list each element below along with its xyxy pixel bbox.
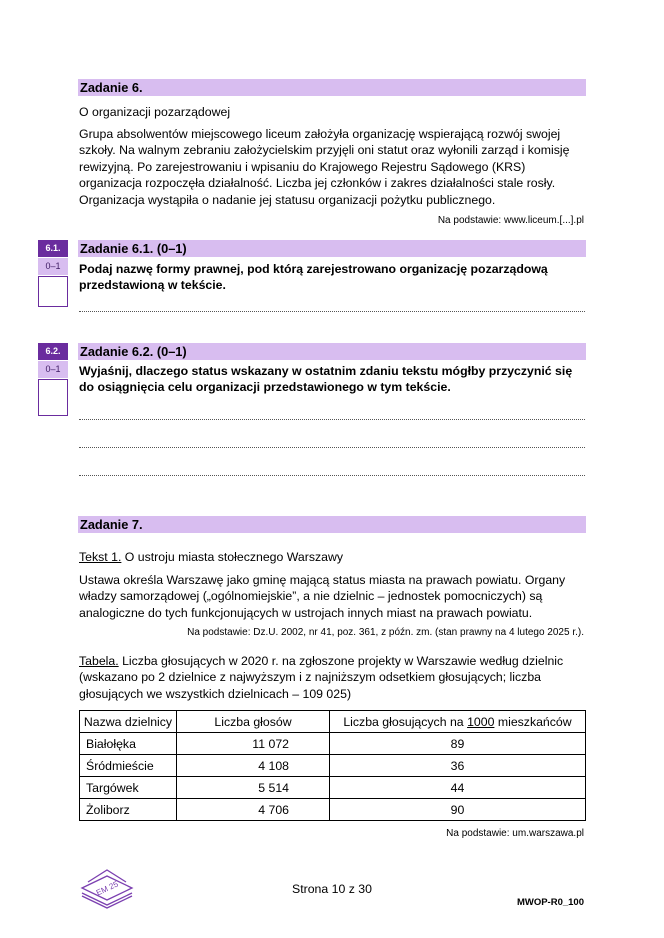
- task-6-title: Zadanie 6.: [80, 80, 143, 95]
- task-6-1-title: Zadanie 6.1. (0–1): [80, 241, 187, 256]
- cell-votes: 11 072: [177, 733, 330, 755]
- task-6-source: Na podstawie: www.liceum.[...].pl: [437, 215, 584, 226]
- text-line: szkoły. Na walnym zebraniu założycielskim przyjęli oni statut oraz wyłonili zarząd i komisję: [79, 143, 570, 158]
- task-6-2-score-box[interactable]: [38, 379, 68, 416]
- task-6-header-bar: [78, 79, 586, 96]
- task-6-1-number-badge: 6.1.: [38, 240, 68, 257]
- task-6-2-points-badge: 0–1: [38, 361, 68, 378]
- answer-line-6-2-c[interactable]: [79, 474, 585, 476]
- text-line: władzy samorządowej („ogólnomiejskie”, a nie dzielnic – jednostek pomocniczych) są: [79, 589, 543, 604]
- table-row: [80, 755, 586, 777]
- cell-district: Białołęka: [80, 733, 177, 755]
- header-district: Nazwa dzielnicy: [80, 711, 177, 733]
- header-text-1000: 1000: [467, 714, 495, 729]
- text-1-title: O ustroju miasta stołecznego Warszawy: [121, 550, 344, 564]
- text-1-source: Na podstawie: Dz.U. 2002, nr 41, poz. 361, z późn. zm. (stan prawny na 4 lutego 2025 r.).: [187, 627, 584, 638]
- task-6-text: [79, 126, 585, 208]
- page-number: Strona 10 z 30: [292, 882, 372, 896]
- table-row: [80, 799, 586, 821]
- question-line: Wyjaśnij, dlaczego status wskazany w ostatnim zdaniu tekstu mógłby przyczynić się: [79, 364, 573, 378]
- districts-table: [79, 710, 586, 821]
- cell-district: Targówek: [80, 777, 177, 799]
- answer-line-6-2-a[interactable]: [79, 418, 585, 420]
- task-7-header-bar: [78, 516, 586, 533]
- table-source: Na podstawie: um.warszawa.pl: [446, 828, 584, 839]
- table-label: Tabela.: [79, 654, 119, 668]
- question-line: przedstawioną w tekście.: [79, 278, 226, 293]
- table-caption-line: (wskazano po 2 dzielnice z najwyższym i z najniższym odsetkiem głosujących; liczba: [79, 670, 541, 685]
- task-6-1-score-box[interactable]: [38, 276, 68, 307]
- header-text: Liczba głosujących na: [343, 714, 468, 729]
- task-6-1-question: [79, 261, 585, 294]
- cell-per-1000: 89: [330, 733, 586, 755]
- text-line: Grupa absolwentów miejscowego liceum założyła organizację wspierającą rozwój swojej: [79, 127, 561, 141]
- task-6-2-header-bar: [78, 343, 586, 360]
- task-6-1-header-bar: [78, 240, 586, 257]
- table-row: [80, 777, 586, 799]
- table-header-row: [80, 711, 586, 733]
- answer-line-6-2-b[interactable]: [79, 446, 585, 448]
- task-6-2-title: Zadanie 6.2. (0–1): [80, 344, 187, 359]
- text-line: Organizacja wystąpiła o nadanie jej statusu organizacji pożytku publicznego.: [79, 192, 496, 207]
- cell-district: Żoliborz: [80, 799, 177, 821]
- task-6-heading: O organizacji pozarządowej: [79, 105, 231, 119]
- header-voters-per-1000: [330, 711, 586, 733]
- header-text: mieszkańców: [494, 714, 572, 729]
- question-line: do osiągnięcia celu organizacji przedstawionego w tym tekście.: [79, 380, 451, 395]
- text-line: organizacja rozpoczęła działalność. Liczba jej członków i zakres działalności stale rosły.: [79, 176, 556, 191]
- cell-per-1000: 44: [330, 777, 586, 799]
- cell-district: Śródmieście: [80, 755, 177, 777]
- logo-text: EM 25: [94, 879, 120, 898]
- task-7-text: [79, 572, 585, 621]
- table-caption: [79, 653, 585, 702]
- header-votes: Liczba głosów: [177, 711, 330, 733]
- text-line: Ustawa określa Warszawę jako gminę mającą status miasta na prawach powiatu. Organy: [79, 573, 566, 587]
- table-caption-line: głosujących we wszystkich dzielnicach – 109 025): [79, 686, 352, 701]
- task-7-title: Zadanie 7.: [80, 517, 143, 532]
- text-1-label: Tekst 1.: [79, 550, 122, 564]
- cell-votes: 5 514: [177, 777, 330, 799]
- task-6-1-points-badge: 0–1: [38, 258, 68, 275]
- cell-votes: 4 706: [177, 799, 330, 821]
- cell-per-1000: 36: [330, 755, 586, 777]
- cell-per-1000: 90: [330, 799, 586, 821]
- question-line: Podaj nazwę formy prawnej, pod którą zarejestrowano organizację pozarządową: [79, 262, 548, 276]
- task-6-2-question: [79, 363, 585, 396]
- exam-code: MWOP-R0_100: [516, 897, 584, 908]
- text-line: rewizyjną. Po zarejestrowaniu i wpisaniu do Krajowego Rejestru Sądowego (KRS): [79, 159, 526, 174]
- table-row: [80, 733, 586, 755]
- text-line: analogiczne do tych funkcjonujących w ustrojach innych miast na prawach powiatu.: [79, 605, 533, 620]
- task-6-2-number-badge: 6.2.: [38, 343, 68, 360]
- table-caption-line: Liczba głosujących w 2020 r. na zgłoszone projekty w Warszawie według dzielnic: [118, 654, 564, 668]
- cell-votes: 4 108: [177, 755, 330, 777]
- task-7-text-title: [79, 549, 585, 565]
- answer-line-6-1[interactable]: [79, 310, 585, 312]
